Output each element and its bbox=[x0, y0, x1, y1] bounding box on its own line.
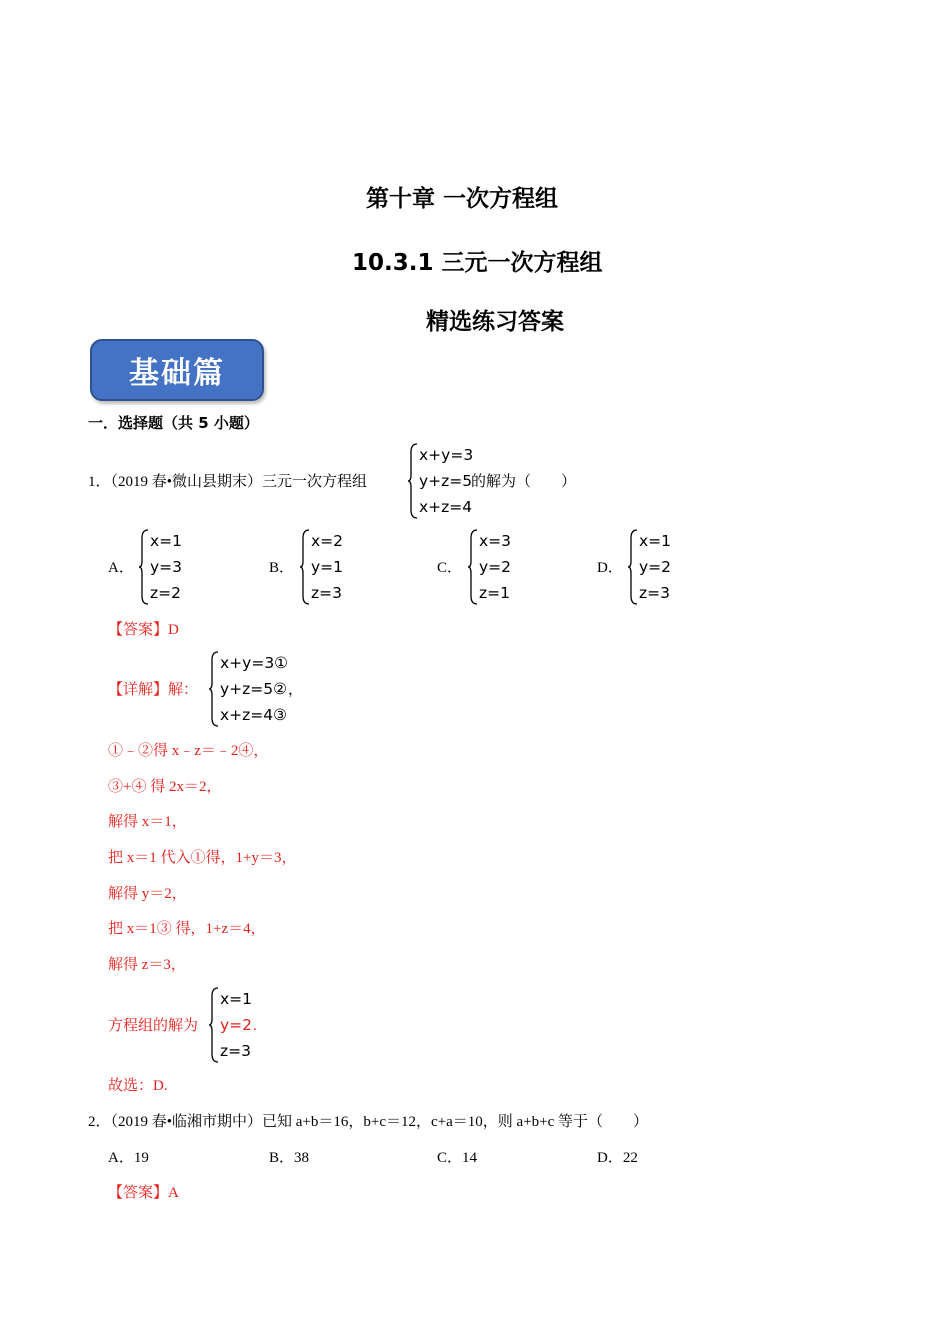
q1-option-c-eq3: z=1 bbox=[479, 584, 510, 602]
q1-option-d-eq2: y=2 bbox=[639, 558, 672, 576]
q1-step-4: 把 x＝1 代入①得，1+y＝3， bbox=[108, 850, 297, 866]
q1-system-eq3: x+z=4 bbox=[419, 498, 473, 516]
q1-option-a-eq1: x=1 bbox=[150, 532, 183, 550]
q1-option-b-label: B． bbox=[269, 560, 295, 576]
q1-final-dot: . bbox=[253, 1018, 257, 1034]
q1-option-a-eq3: z=2 bbox=[150, 584, 181, 602]
q1-option-c-system bbox=[467, 528, 527, 606]
q1-final-eq3: z=3 bbox=[220, 1042, 251, 1060]
q1-stem-after: 的解为（ ） bbox=[471, 474, 577, 490]
q1-option-c-label: C． bbox=[437, 560, 463, 576]
badge-label: 基础篇 bbox=[129, 356, 225, 391]
q1-final-eq2: y=2 bbox=[220, 1016, 253, 1034]
q1-option-a-label: A． bbox=[108, 560, 134, 576]
q1-option-a-system bbox=[138, 528, 198, 606]
q1-option-d-system bbox=[627, 528, 687, 606]
brace-icon bbox=[407, 442, 419, 520]
brace-icon bbox=[208, 650, 220, 728]
q1-option-d-eq3: z=3 bbox=[639, 584, 670, 602]
q1-option-b-eq1: x=2 bbox=[311, 532, 344, 550]
q1-detail-comma: ， bbox=[288, 682, 304, 698]
q1-detail-label: 【详解】解： bbox=[108, 682, 199, 698]
q2-option-c: C．14 bbox=[437, 1150, 478, 1166]
q1-stem-before: 1．（2019 春•微山县期末）三元一次方程组 bbox=[88, 474, 368, 490]
q1-step-2: ③+④ 得 2x＝2， bbox=[108, 779, 222, 795]
chapter-title: 第十章 一次方程组 bbox=[366, 186, 559, 212]
q2-option-b: B．38 bbox=[269, 1150, 310, 1166]
q1-option-c-eq1: x=3 bbox=[479, 532, 512, 550]
q1-detail-eq2: y+z=5② bbox=[220, 680, 288, 698]
q1-system-eq1: x+y=3 bbox=[419, 446, 474, 464]
q1-option-c-eq2: y=2 bbox=[479, 558, 512, 576]
q1-step-3: 解得 x＝1， bbox=[108, 814, 187, 830]
brace-icon bbox=[208, 986, 220, 1064]
q1-step-5: 解得 y＝2， bbox=[108, 886, 187, 902]
section-title: 10.3.1 三元一次方程组 bbox=[352, 250, 603, 276]
q1-conclusion: 故选：D. bbox=[108, 1078, 168, 1094]
q1-option-b-eq3: z=3 bbox=[311, 584, 342, 602]
brace-icon bbox=[299, 528, 311, 606]
q1-detail-eq1: x+y=3① bbox=[220, 654, 289, 672]
q2-stem: 2．（2019 春•临湘市期中）已知 a+b＝16，b+c＝12，c+a＝10，则 a+b+c 等于（ ） bbox=[88, 1114, 648, 1130]
brace-icon bbox=[627, 528, 639, 606]
brace-icon bbox=[467, 528, 479, 606]
q1-step-1: ①﹣②得 x﹣z＝﹣2④， bbox=[108, 743, 269, 759]
q1-option-b-eq2: y=1 bbox=[311, 558, 344, 576]
q1-step-6: 把 x＝1③ 得，1+z＝4， bbox=[108, 921, 266, 937]
q2-answer: 【答案】A bbox=[108, 1185, 179, 1201]
page-subtitle: 精选练习答案 bbox=[426, 309, 564, 335]
q1-option-b-system bbox=[299, 528, 359, 606]
q1-option-d-eq1: x=1 bbox=[639, 532, 672, 550]
q2-option-a: A．19 bbox=[108, 1150, 149, 1166]
q1-option-d-label: D． bbox=[597, 560, 623, 576]
part-heading: 一．选择题（共 5 小题） bbox=[88, 414, 259, 432]
q1-final-system bbox=[208, 986, 268, 1064]
basic-level-badge bbox=[90, 339, 264, 401]
q1-detail-eq3: x+z=4③ bbox=[220, 706, 288, 724]
q1-final-label: 方程组的解为 bbox=[108, 1018, 199, 1034]
q1-detail-system bbox=[208, 650, 298, 728]
brace-icon bbox=[138, 528, 150, 606]
q1-answer: 【答案】D bbox=[108, 622, 179, 638]
q1-step-7: 解得 z＝3， bbox=[108, 957, 186, 973]
q1-option-a-eq2: y=3 bbox=[150, 558, 183, 576]
q1-final-eq1: x=1 bbox=[220, 990, 253, 1008]
q2-option-d: D．22 bbox=[597, 1150, 638, 1166]
q1-system-eq2: y+z=5 bbox=[419, 472, 473, 490]
